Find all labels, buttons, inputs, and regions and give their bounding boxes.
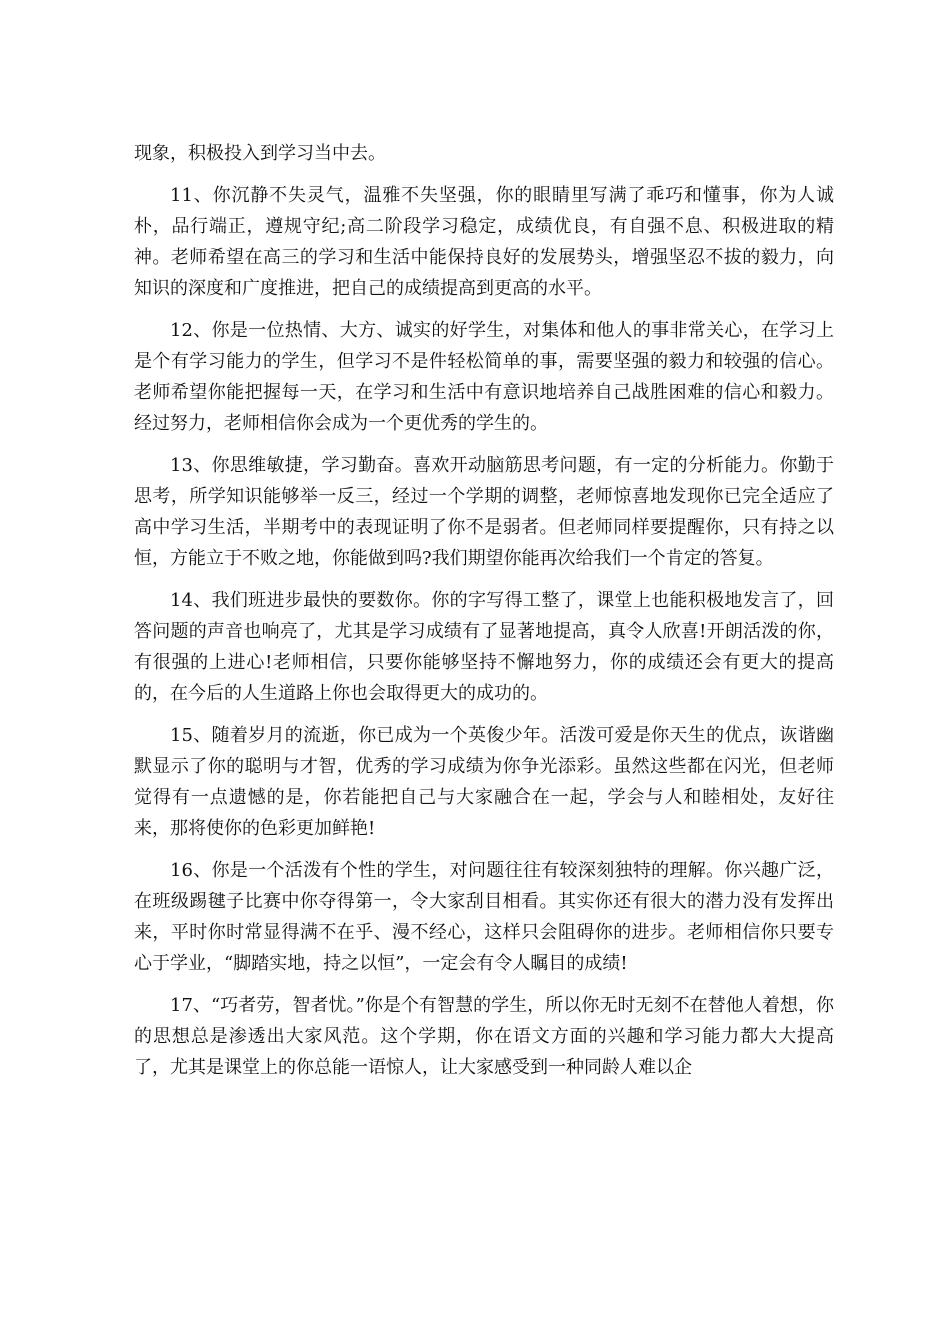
paragraph-14: 14、我们班进步最快的要数你。你的字写得工整了，课堂上也能积极地发言了，回答问题的声音也响亮了，尤其是学习成绩有了显著地提高，真令人欣喜!开朗活泼的你，有很强的上进心!老师相信，只要你能够坚持不懈地努力，你的成绩还会有更大的提高的，在今后的人生道路上你也会取得更大的成功的。: [134, 590, 834, 704]
paragraph-16: 16、你是一个活泼有个性的学生，对问题往往有较深刻独特的理解。你兴趣广泛，在班级踢毽子比赛中你夺得第一，令大家刮目相看。其实你还有很大的潜力没有发挥出来，平时你时常显得满不在乎、漫不经心，这样只会阻碍你的进步。老师相信你只要专心于学业，“脚踏实地，持之以恒”，一定会有令人瞩目的成绩!: [134, 860, 834, 974]
paragraph-13: 13、你思维敏捷，学习勤奋。喜欢开动脑筋思考问题，有一定的分析能力。你勤于思考，所学知识能够举一反三，经过一个学期的调整，老师惊喜地发现你已完全适应了高中学习生活，半期考中的表现证明了你不是弱者。但老师同样要提醒你，只有持之以恒，方能立于不败之地，你能做到吗?我们期望你能再次给我们一个肯定的答复。: [134, 455, 834, 569]
paragraph-12: 12、你是一位热情、大方、诚实的好学生，对集体和他人的事非常关心，在学习上是个有学习能力的学生，但学习不是件轻松简单的事，需要坚强的毅力和较强的信心。老师希望你能把握每一天，在学习和生活中有意识地培养自己战胜困难的信心和毅力。经过努力，老师相信你会成为一个更优秀的学生的。: [134, 320, 834, 434]
document-body: [134, 138, 834, 1094]
paragraph-11: 11、你沉静不失灵气，温雅不失坚强，你的眼睛里写满了乖巧和懂事，你为人诚朴，品行端正，遵规守纪;高二阶段学习稳定，成绩优良，有自强不息、积极进取的精神。老师希望在高三的学习和生活中能保持良好的发展势头，增强坚忍不拔的毅力，向知识的深度和广度推进，把自己的成绩提高到更高的水平。: [134, 185, 834, 299]
paragraph-15: 15、随着岁月的流逝，你已成为一个英俊少年。活泼可爱是你天生的优点，诙谐幽默显示了你的聪明与才智，优秀的学习成绩为你争光添彩。虽然这些都在闪光，但老师觉得有一点遗憾的是，你若能把自己与大家融合在一起，学会与人和睦相处，友好往来，那将使你的色彩更加鲜艳!: [134, 725, 834, 839]
paragraph-17: 17、“巧者劳，智者忧。”你是个有智慧的学生，所以你无时无刻不在替他人着想，你的思想总是渗透出大家风范。这个学期，你在语文方面的兴趣和学习能力都大大提高了，尤其是课堂上的你总能一语惊人，让大家感受到一种同龄人难以企: [134, 995, 834, 1078]
paragraph-continuation: 现象，积极投入到学习当中去。: [134, 143, 386, 164]
